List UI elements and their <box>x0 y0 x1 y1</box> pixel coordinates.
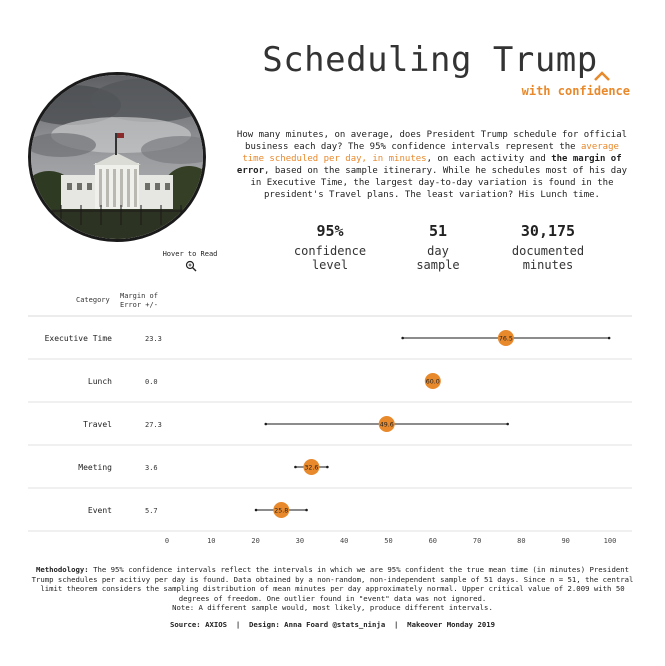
chart-rows <box>45 330 611 518</box>
moe-value: 3.6 <box>145 464 158 472</box>
hover-hint: Hover to Read <box>162 250 218 258</box>
x-tick-label: 80 <box>517 537 526 545</box>
x-axis <box>165 537 616 545</box>
mean-label: 60.0 <box>425 378 440 386</box>
intro-bold: the margin of error <box>236 154 622 176</box>
mean-label: 49.6 <box>379 421 394 429</box>
methodology <box>30 565 635 613</box>
x-tick-label: 10 <box>207 537 216 545</box>
x-tick-label: 50 <box>384 537 393 545</box>
intro-highlight: average time scheduled per day, in minutes <box>242 142 619 164</box>
category-header: Category <box>76 296 110 304</box>
category-label: Meeting <box>78 463 112 472</box>
mean-label: 76.5 <box>498 335 513 343</box>
credits: Source: AXIOS | Design: Anna Foard @stats_ninja | Makeover Monday 2019 <box>169 620 496 629</box>
moe-value: 5.7 <box>145 507 158 515</box>
intro-text-3: , based on the sample itinerary. While he schedules most of his day in Executive Time, the largest day-to-day variation is found in the president's Travel plans. The least variation? His Lunch time. <box>250 166 628 200</box>
kpi-label: minutes <box>522 258 574 272</box>
x-tick-label: 70 <box>472 537 482 545</box>
kpi-label: documented <box>511 244 585 258</box>
interval-end-high <box>608 337 611 340</box>
category-row <box>88 373 441 389</box>
interval-end-high <box>305 509 308 512</box>
methodology-note: Note: A different sample would, most likely, produce different intervals. <box>172 603 493 612</box>
moe-header-line2: Error +/- <box>120 301 158 309</box>
interval-end-high <box>506 423 509 426</box>
methodology-label: Methodology: <box>35 565 89 574</box>
moe-value: 23.3 <box>145 335 162 343</box>
intro-text-1: How many minutes, on average, does President Trump schedule for official business each day? The 95% confidence intervals represent the <box>236 130 628 152</box>
category-row <box>88 502 308 518</box>
category-label: Executive Time <box>44 334 112 343</box>
kpi-label: day <box>427 244 449 258</box>
category-label: Event <box>87 506 112 515</box>
kpi-label: confidence <box>293 244 367 258</box>
mean-label: 32.6 <box>304 464 319 472</box>
kpi-value: 51 <box>428 222 448 240</box>
mean-label: 25.8 <box>274 507 289 515</box>
interval-end-low <box>401 337 404 340</box>
category-row <box>45 330 611 346</box>
interval-end-low <box>294 466 297 469</box>
page-title: Scheduling Trump <box>262 40 598 80</box>
x-tick-label: 30 <box>295 537 305 545</box>
kpi-label: sample <box>416 258 460 272</box>
category-label: Lunch <box>87 377 112 386</box>
category-row <box>83 416 509 432</box>
x-tick-label: 60 <box>428 537 438 545</box>
moe-header-line1: Margin of <box>120 292 158 300</box>
x-tick-label: 0 <box>164 537 170 545</box>
page-subtitle: with confidence <box>521 84 630 98</box>
intro-text-2: , on each activity and <box>426 154 552 164</box>
kpi-value: 30,175 <box>520 222 576 240</box>
x-tick-label: 100 <box>603 537 617 545</box>
moe-value: 27.3 <box>145 421 162 429</box>
interval-end-high <box>326 466 329 469</box>
interval-end-low <box>264 423 267 426</box>
kpi-label: level <box>311 258 349 272</box>
category-row <box>78 459 328 475</box>
moe-value: 0.0 <box>145 378 158 386</box>
interval-end-low <box>255 509 258 512</box>
methodology-text: The 95% confidence intervals reflect the intervals in which we are 95% confident the true mean time (in minutes) President Trump schedules per acitivy per day is found. Data obtained by a non-random, non-independent sample of 51 days. Since n = 51, the central limit theorem considers the sampling distribution of mean minutes per day approximately normal. Upper critical value of 2.009 with 50 degrees of freedom. One outlier found in "event" data was not ignored. <box>31 565 634 603</box>
x-tick-label: 40 <box>339 537 349 545</box>
category-label: Travel <box>83 420 112 429</box>
x-tick-label: 90 <box>561 537 570 545</box>
x-tick-label: 20 <box>251 537 260 545</box>
kpi-value: 95% <box>316 222 344 240</box>
